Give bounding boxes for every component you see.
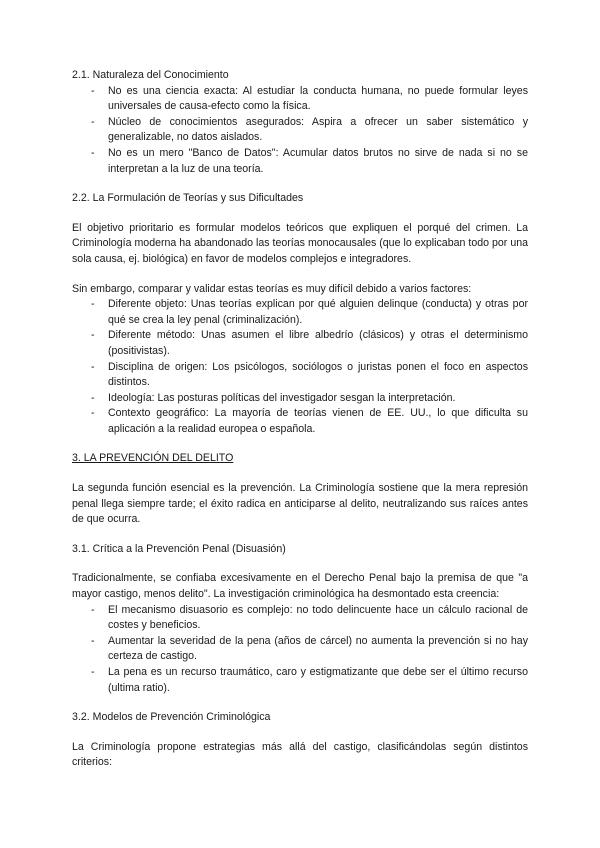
list-item-text: Núcleo de conocimientos asegurados: Aspira a ofrecer un saber sistemático y generalizable, no datos aislados. (108, 115, 528, 144)
bullet-dash: - (91, 603, 95, 616)
list-item-text: Aumentar la severidad de la pena (años de cárcel) no aumenta la prevención si no hay certeza de castigo. (108, 634, 528, 663)
bullet-dash: - (91, 407, 95, 420)
list-item-text: Disciplina de origen: Los psicólogos, sociólogos o juristas ponen el foco en aspectos distintos. (108, 360, 528, 389)
paragraph: La segunda función esencial es la prevención. La Criminología sostiene que la mera represión penal llega siempre tarde; el éxito radica en anticiparse al delito, neutralizando sus raíces antes de que ocurra. (72, 482, 528, 526)
list-item-text: La pena es un recurso traumático, caro y estigmatizante que debe ser el último recurso (ultima ratio). (108, 666, 528, 694)
bullet-dash: - (91, 634, 95, 647)
list-item (72, 665, 528, 696)
list-item (72, 360, 528, 391)
list-item (72, 603, 528, 634)
list-item-text: Ideología: Las posturas políticas del investigador sesgan la interpretación. (108, 391, 456, 404)
bullet-dash: - (91, 146, 95, 159)
list-item (72, 406, 528, 437)
list-item-text: No es una ciencia exacta: Al estudiar la conducta humana, no puede formular leyes universales de causa-efecto como la física. (108, 84, 528, 113)
bullet-dash: - (91, 84, 95, 97)
bullet-dash: - (91, 391, 95, 404)
list-item (72, 391, 528, 407)
list-item-text: El mecanismo disuasorio es complejo: no todo delincuente hace un cálculo racional de costes y beneficios. (108, 603, 528, 632)
section-heading-2-2: 2.2. La Formulación de Teorías y sus Dificultades (72, 192, 304, 205)
list-item (72, 297, 528, 328)
paragraph: Tradicionalmente, se confiaba excesivamente en el Derecho Penal bajo la premisa de que "a mayor castigo, menos delito". La investigación criminológica ha desmontado esta creencia: (72, 572, 528, 601)
bullet-dash: - (91, 298, 95, 311)
paragraph: La Criminología propone estrategias más allá del castigo, clasificándolas según distintos criterios: (72, 740, 528, 769)
list-item (72, 634, 528, 665)
list-item-text: Diferente objeto: Unas teorías explican por qué alguien delinque (conducta) y otras por qué se crea la ley penal (criminalización). (108, 298, 528, 326)
section-heading-3: 3. LA PREVENCIÓN DEL DELITO (72, 452, 234, 465)
bullet-list-3-1 (72, 603, 528, 697)
page-content (72, 68, 528, 771)
bullet-dash: - (91, 115, 95, 128)
section-heading-3-1: 3.1. Crítica a la Prevención Penal (Disuasión) (72, 542, 286, 555)
list-item (72, 146, 528, 177)
list-item (72, 115, 528, 146)
bullet-dash: - (91, 360, 95, 373)
paragraph: Sin embargo, comparar y validar estas teorías es muy difícil debido a varios factores: (72, 282, 472, 295)
section-heading-2-1: 2.1. Naturaleza del Conocimiento (72, 69, 229, 81)
list-item-text: Diferente método: Unas asumen el libre albedrío (clásicos) y otras el determinismo (positivistas). (108, 329, 528, 357)
bullet-list-2-2 (72, 297, 528, 437)
paragraph: El objetivo prioritario es formular modelos teóricos que expliquen el porqué del crimen. La Criminología moderna ha abandonado las teorías monocausales (que lo explicaban todo por una sola causa, ej. biológica) en favor de modelos complejos e integradores. (72, 221, 528, 265)
bullet-dash: - (91, 666, 95, 678)
section-heading-3-2: 3.2. Modelos de Prevención Criminológica (72, 711, 271, 724)
list-item (72, 84, 528, 115)
list-item-text: No es un mero "Banco de Datos": Acumular datos brutos no sirve de nada si no se interpretan a la luz de una teoría. (108, 146, 528, 175)
bullet-list-2-1 (72, 84, 528, 178)
list-item-text: Contexto geográfico: La mayoría de teorías vienen de EE. UU., lo que dificulta su aplicación a la realidad europea o española. (108, 407, 528, 435)
list-item (72, 328, 528, 359)
bullet-dash: - (91, 329, 95, 342)
